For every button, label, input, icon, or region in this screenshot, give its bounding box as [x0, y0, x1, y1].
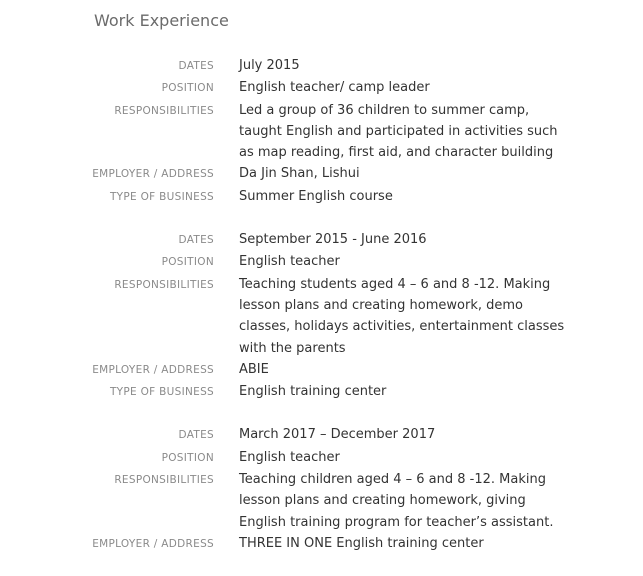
responsibilities-row: [0, 469, 643, 533]
dates-label: DATES: [178, 234, 214, 247]
job-entry: [0, 55, 643, 208]
dates-value: September 2015 - June 2016: [239, 232, 427, 248]
position-row: [0, 77, 643, 99]
employer-label: EMPLOYER / ADDRESS: [92, 537, 214, 550]
position-label: POSITION: [161, 451, 214, 464]
employer-row: [0, 359, 643, 381]
responsibilities-row: [0, 274, 643, 359]
business-label: TYPE OF BUSINESS: [109, 386, 214, 399]
employer-row: [0, 163, 643, 185]
business-row: [0, 186, 643, 208]
position-label: POSITION: [161, 82, 214, 95]
work-experience-list: [0, 55, 643, 576]
position-row: [0, 447, 643, 469]
job-entry: [0, 424, 643, 555]
dates-row: [0, 229, 643, 251]
business-row: [0, 381, 643, 403]
responsibilities-value: Teaching students aged 4 – 6 and 8 -12. Making lesson plans and creating homework, demo classes, holidays activities, entertainment classes with the parents: [239, 276, 565, 356]
position-row: [0, 251, 643, 273]
business-value: Summer English course: [239, 188, 393, 204]
employer-value: THREE IN ONE English training center: [239, 535, 484, 551]
dates-value: July 2015: [239, 58, 300, 73]
business-label: TYPE OF BUSINESS: [109, 190, 214, 203]
position-label: POSITION: [161, 256, 214, 269]
position-value: English teacher: [239, 449, 340, 465]
employer-value: Da Jin Shan, Lishui: [239, 166, 360, 182]
business-value: English training center: [239, 384, 387, 400]
employer-row: [0, 533, 643, 555]
employer-label: EMPLOYER / ADDRESS: [92, 363, 214, 376]
section-title: Work Experience: [94, 11, 229, 30]
position-value: English teacher: [239, 254, 340, 270]
position-value: English teacher/ camp leader: [239, 80, 430, 96]
responsibilities-label: RESPONSIBILITIES: [114, 474, 214, 487]
responsibilities-value: Teaching children aged 4 – 6 and 8 -12. Making lesson plans and creating homework, giving English training program for teacher’s assistant.: [239, 472, 554, 530]
dates-label: DATES: [178, 60, 214, 72]
dates-row: [0, 55, 643, 77]
responsibilities-label: RESPONSIBILITIES: [114, 104, 214, 117]
responsibilities-label: RESPONSIBILITIES: [114, 278, 214, 291]
dates-value: March 2017 – December 2017: [239, 427, 436, 443]
job-entry: [0, 229, 643, 403]
dates-row: [0, 424, 643, 446]
responsibilities-row: [0, 100, 643, 164]
responsibilities-value: Led a group of 36 children to summer camp, taught English and participated in activities such as map reading, first aid, and character building: [239, 102, 558, 161]
employer-label: EMPLOYER / ADDRESS: [92, 168, 214, 181]
employer-value: ABIE: [239, 361, 269, 377]
dates-label: DATES: [178, 429, 214, 442]
